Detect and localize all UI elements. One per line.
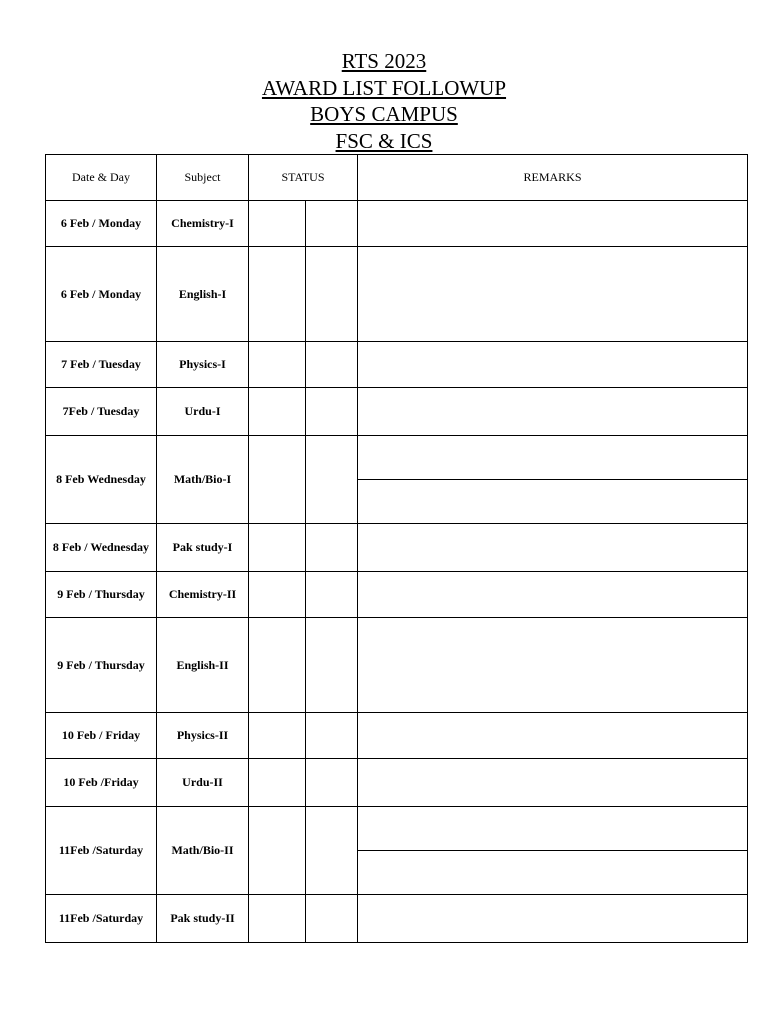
row-date: 6 Feb / Monday xyxy=(46,201,157,247)
header-remarks: REMARKS xyxy=(358,155,748,201)
row-date: 9 Feb / Thursday xyxy=(46,572,157,618)
title-award-list: AWARD LIST FOLLOWUP xyxy=(261,75,507,100)
remarks-cell[interactable] xyxy=(358,895,748,943)
row-subject: English-II xyxy=(157,618,249,713)
status-cell-1[interactable] xyxy=(249,759,306,807)
row-subject: Urdu-I xyxy=(157,388,249,436)
status-cell-2[interactable] xyxy=(306,436,358,524)
status-cell-1[interactable] xyxy=(249,807,306,895)
remarks-cell[interactable] xyxy=(358,342,748,388)
status-cell-1[interactable] xyxy=(249,895,306,943)
row-subject: Math/Bio-I xyxy=(157,436,249,524)
status-cell-1[interactable] xyxy=(249,713,306,759)
remarks-subcell-top[interactable] xyxy=(358,436,747,480)
table-row xyxy=(46,895,748,943)
document-header xyxy=(0,48,768,154)
title-rts: RTS 2023 xyxy=(341,49,427,73)
remarks-cell[interactable] xyxy=(358,572,748,618)
remarks-cell-split xyxy=(358,436,748,524)
row-date: 10 Feb /Friday xyxy=(46,759,157,807)
row-subject: English-I xyxy=(157,247,249,342)
table-row xyxy=(46,759,748,807)
table-row xyxy=(46,807,748,895)
table-row xyxy=(46,618,748,713)
row-subject: Pak study-I xyxy=(157,524,249,572)
table-row xyxy=(46,342,748,388)
status-cell-1[interactable] xyxy=(249,201,306,247)
status-cell-2[interactable] xyxy=(306,247,358,342)
remarks-subcell-bottom[interactable] xyxy=(358,851,747,894)
row-subject: Urdu-II xyxy=(157,759,249,807)
status-cell-1[interactable] xyxy=(249,342,306,388)
row-date: 11Feb /Saturday xyxy=(46,895,157,943)
remarks-cell[interactable] xyxy=(358,247,748,342)
status-cell-2[interactable] xyxy=(306,572,358,618)
row-date: 10 Feb / Friday xyxy=(46,713,157,759)
remarks-cell[interactable] xyxy=(358,713,748,759)
status-cell-2[interactable] xyxy=(306,807,358,895)
remarks-cell-split xyxy=(358,807,748,895)
remarks-cell[interactable] xyxy=(358,618,748,713)
remarks-cell[interactable] xyxy=(358,388,748,436)
remarks-subcell-top[interactable] xyxy=(358,807,747,851)
row-date: 7Feb / Tuesday xyxy=(46,388,157,436)
row-subject: Physics-I xyxy=(157,342,249,388)
row-date: 8 Feb / Wednesday xyxy=(46,524,157,572)
header-status: STATUS xyxy=(249,155,358,201)
row-date: 11Feb /Saturday xyxy=(46,807,157,895)
header-subject: Subject xyxy=(157,155,249,201)
remarks-split xyxy=(358,436,747,523)
status-cell-2[interactable] xyxy=(306,388,358,436)
row-subject: Pak study-II xyxy=(157,895,249,943)
table-header-row xyxy=(46,155,748,201)
status-cell-1[interactable] xyxy=(249,388,306,436)
status-cell-2[interactable] xyxy=(306,759,358,807)
row-date: 8 Feb Wednesday xyxy=(46,436,157,524)
status-cell-1[interactable] xyxy=(249,524,306,572)
status-cell-1[interactable] xyxy=(249,572,306,618)
row-subject: Chemistry-I xyxy=(157,201,249,247)
row-subject: Physics-II xyxy=(157,713,249,759)
status-cell-1[interactable] xyxy=(249,247,306,342)
remarks-cell[interactable] xyxy=(358,759,748,807)
status-cell-2[interactable] xyxy=(306,524,358,572)
title-program: FSC & ICS xyxy=(335,128,433,153)
title-campus: BOYS CAMPUS xyxy=(310,102,458,126)
row-date: 6 Feb / Monday xyxy=(46,247,157,342)
status-cell-2[interactable] xyxy=(306,342,358,388)
table-row xyxy=(46,247,748,342)
status-cell-2[interactable] xyxy=(306,895,358,943)
table-row xyxy=(46,713,748,759)
table-row xyxy=(46,436,748,524)
header-date: Date & Day xyxy=(46,155,157,201)
remarks-split xyxy=(358,807,747,894)
table-row xyxy=(46,572,748,618)
row-date: 9 Feb / Thursday xyxy=(46,618,157,713)
status-cell-2[interactable] xyxy=(306,713,358,759)
status-cell-1[interactable] xyxy=(249,618,306,713)
row-subject: Chemistry-II xyxy=(157,572,249,618)
row-subject: Math/Bio-II xyxy=(157,807,249,895)
row-date: 7 Feb / Tuesday xyxy=(46,342,157,388)
status-cell-2[interactable] xyxy=(306,201,358,247)
status-cell-1[interactable] xyxy=(249,436,306,524)
status-cell-2[interactable] xyxy=(306,618,358,713)
remarks-cell[interactable] xyxy=(358,524,748,572)
award-list-table xyxy=(45,154,748,943)
remarks-subcell-bottom[interactable] xyxy=(358,480,747,523)
remarks-cell[interactable] xyxy=(358,201,748,247)
table-row xyxy=(46,524,748,572)
table-row xyxy=(46,388,748,436)
table-row xyxy=(46,201,748,247)
